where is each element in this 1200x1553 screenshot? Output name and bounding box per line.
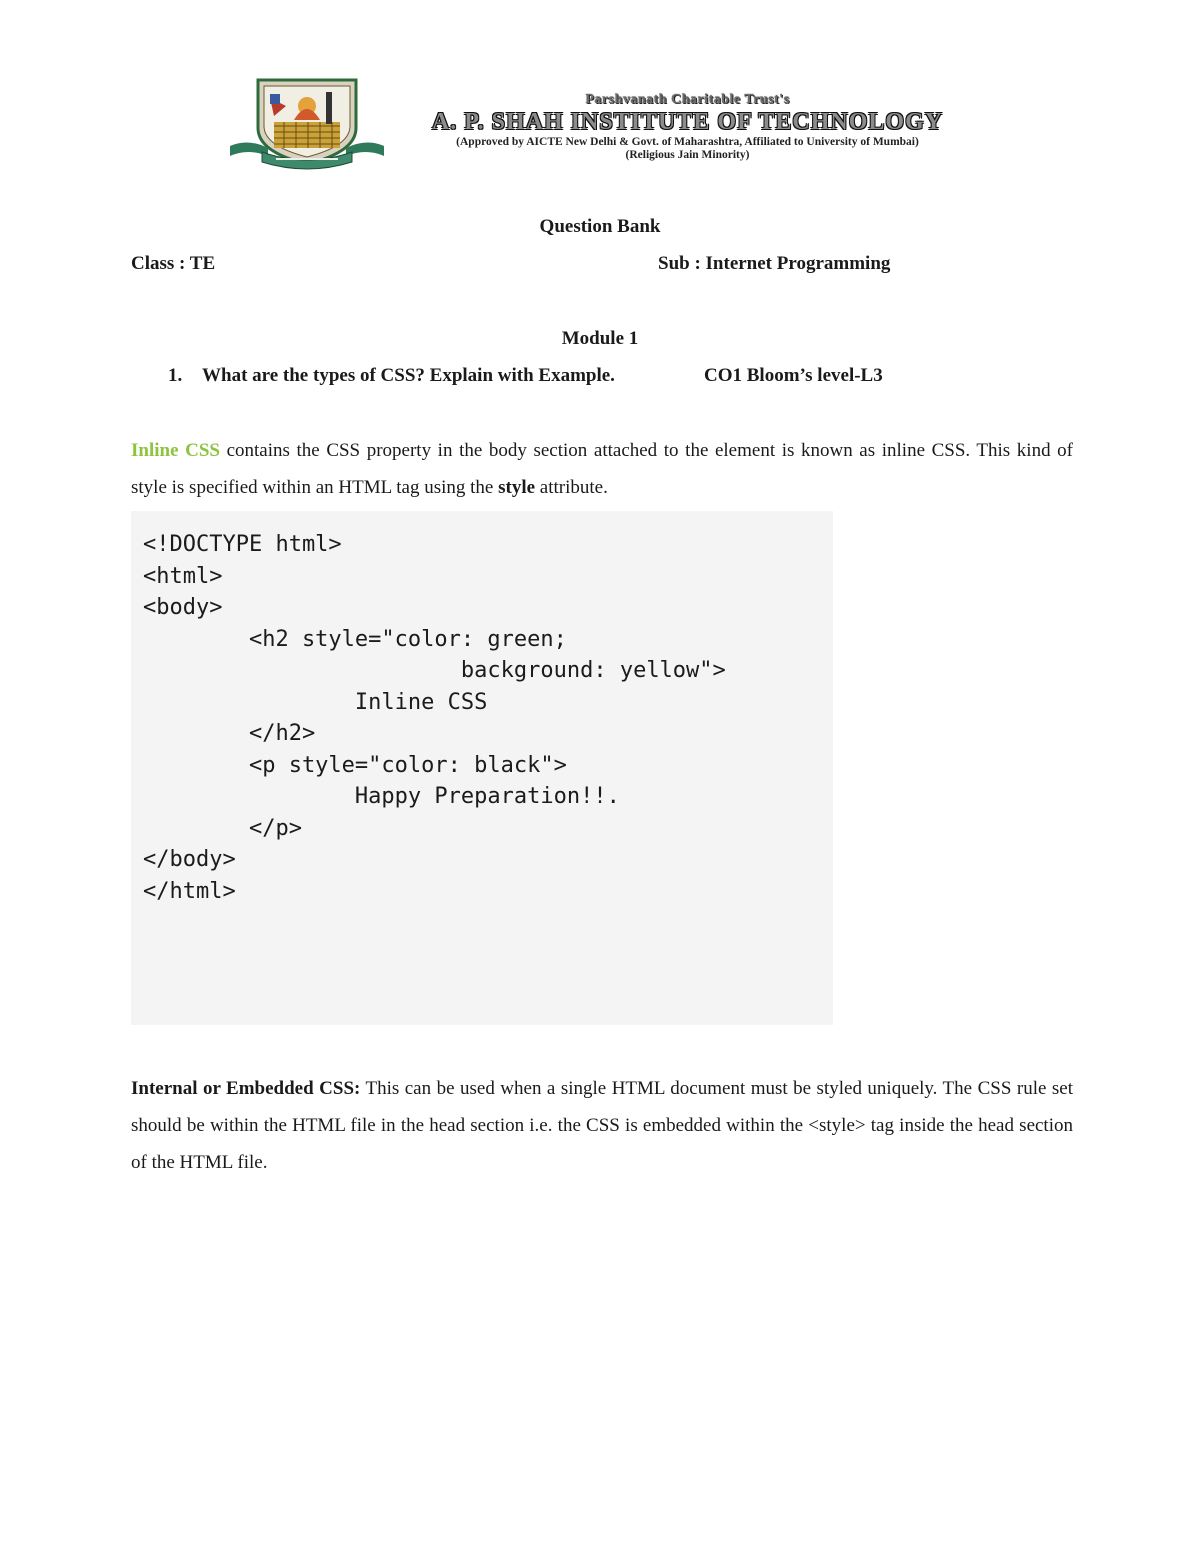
code-example: <!DOCTYPE html> <html> <body> <h2 style="color: green; background: yellow"> Inline CSS </h2> <p style="color: black"> Happy Preparation!!. </p> </body> </html>	[143, 532, 726, 904]
internal-css-paragraph	[131, 1070, 1073, 1181]
internal-css-text: This can be used when a single HTML document must be styled uniquely. The CSS rule set should be within the HTML file in the head section i.e. the CSS is embedded within the <style> tag inside the head section of the HTML file.	[131, 1078, 1073, 1173]
inline-css-text-end: attribute.	[535, 477, 608, 498]
inline-css-paragraph	[131, 432, 1073, 506]
class-label: Class : TE	[131, 253, 216, 274]
trust-name: Parshvanath Charitable Trust's	[585, 92, 790, 107]
approval-line: (Approved by AICTE New Delhi & Govt. of Maharashtra, Affiliated to University of Mumbai)	[456, 136, 919, 148]
question-number: 1.	[168, 365, 183, 386]
module-heading: Module 1	[561, 328, 639, 349]
inline-css-text: contains the CSS property in the body section attached to the element is known as inline CSS. This kind of style is specified within an HTML tag using the	[131, 440, 1073, 498]
inline-css-term: Inline CSS	[131, 440, 220, 461]
style-keyword: style	[498, 477, 536, 498]
question-text: What are the types of CSS? Explain with Example.	[202, 365, 615, 386]
page-title: Question Bank	[539, 216, 661, 237]
institute-header	[400, 92, 975, 162]
institute-name: A. P. SHAH INSTITUTE OF TECHNOLOGY	[431, 109, 944, 135]
course-outcome-label: CO1 Bloom’s level-L3	[704, 365, 883, 386]
code-example-box	[131, 511, 833, 1025]
minority-line: (Religious Jain Minority)	[625, 149, 750, 161]
question-item	[168, 365, 883, 387]
internal-css-term: Internal or Embedded CSS:	[131, 1078, 361, 1099]
subject-label: Sub : Internet Programming	[658, 253, 891, 274]
college-crest-logo	[228, 76, 386, 172]
